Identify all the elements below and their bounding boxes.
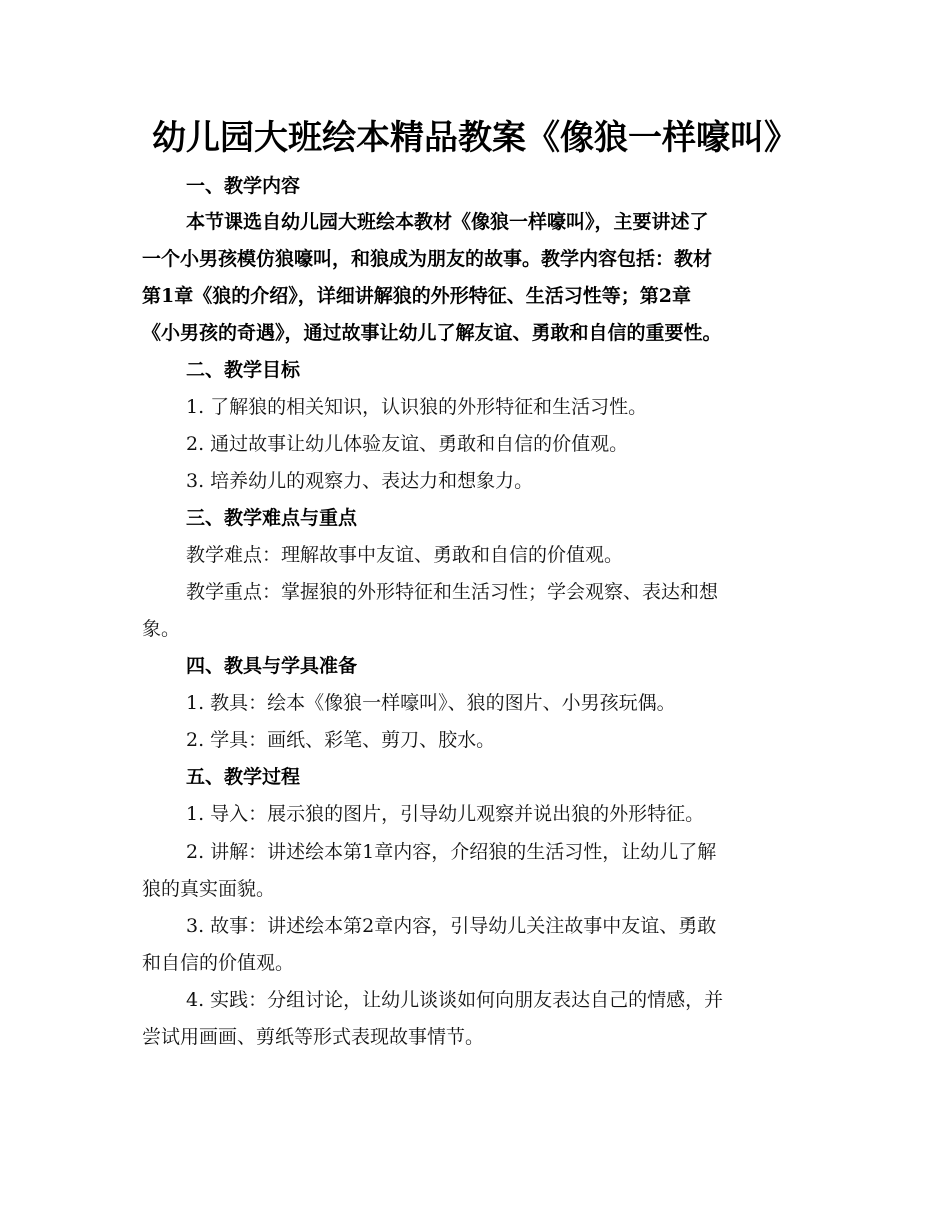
list-item-continuation: 尝试用画画、剪纸等形式表现故事情节。 <box>142 1026 485 1048</box>
paragraph-line: 本节课选自幼儿园大班绘本教材《像狼一样嚎叫》，主要讲述了 <box>186 211 709 233</box>
list-item: 1. 了解狼的相关知识，认识狼的外形特征和生活习性。 <box>186 396 648 418</box>
paragraph-line: 一个小男孩模仿狼嚎叫，和狼成为朋友的故事。教学内容包括：教材 <box>142 248 713 270</box>
list-item: 1. 导入：展示狼的图片，引导幼儿观察并说出狼的外形特征。 <box>186 803 705 825</box>
list-item: 教学难点：理解故事中友谊、勇敢和自信的价值观。 <box>186 544 624 566</box>
list-item: 教学重点：掌握狼的外形特征和生活习性；学会观察、表达和想 <box>186 581 719 603</box>
list-item-continuation: 和自信的价值观。 <box>142 952 295 974</box>
section-heading: 五、教学过程 <box>186 766 301 788</box>
list-item: 3. 培养幼儿的观察力、表达力和想象力。 <box>186 470 534 492</box>
list-item-continuation: 象。 <box>142 618 181 640</box>
list-item-continuation: 狼的真实面貌。 <box>142 878 276 900</box>
document-title: 幼儿园大班绘本精品教案《像狼一样嚎叫》 <box>152 118 798 158</box>
list-item: 2. 通过故事让幼儿体验友谊、勇敢和自信的价值观。 <box>186 433 629 455</box>
list-item: 1. 教具：绘本《像狼一样嚎叫》、狼的图片、小男孩玩偶。 <box>186 692 676 714</box>
section-heading: 二、教学目标 <box>186 359 301 381</box>
list-item: 2. 学具：画纸、彩笔、剪刀、胶水。 <box>186 729 496 751</box>
list-item: 4. 实践：分组讨论，让幼儿谈谈如何向朋友表达自己的情感，并 <box>186 989 724 1011</box>
list-item: 2. 讲解：讲述绘本第1章内容，介绍狼的生活习性，让幼儿了解 <box>186 841 717 863</box>
paragraph-line: 第1章《狼的介绍》，详细讲解狼的外形特征、生活习性等；第2章 <box>142 285 691 307</box>
list-item: 3. 故事：讲述绘本第2章内容，引导幼儿关注故事中友谊、勇敢 <box>186 915 717 937</box>
paragraph-line: 《小男孩的奇遇》，通过故事让幼儿了解友谊、勇敢和自信的重要性。 <box>142 322 722 344</box>
section-heading: 一、教学内容 <box>186 175 301 197</box>
section-heading: 四、教具与学具准备 <box>186 655 358 677</box>
section-heading: 三、教学难点与重点 <box>186 507 358 529</box>
